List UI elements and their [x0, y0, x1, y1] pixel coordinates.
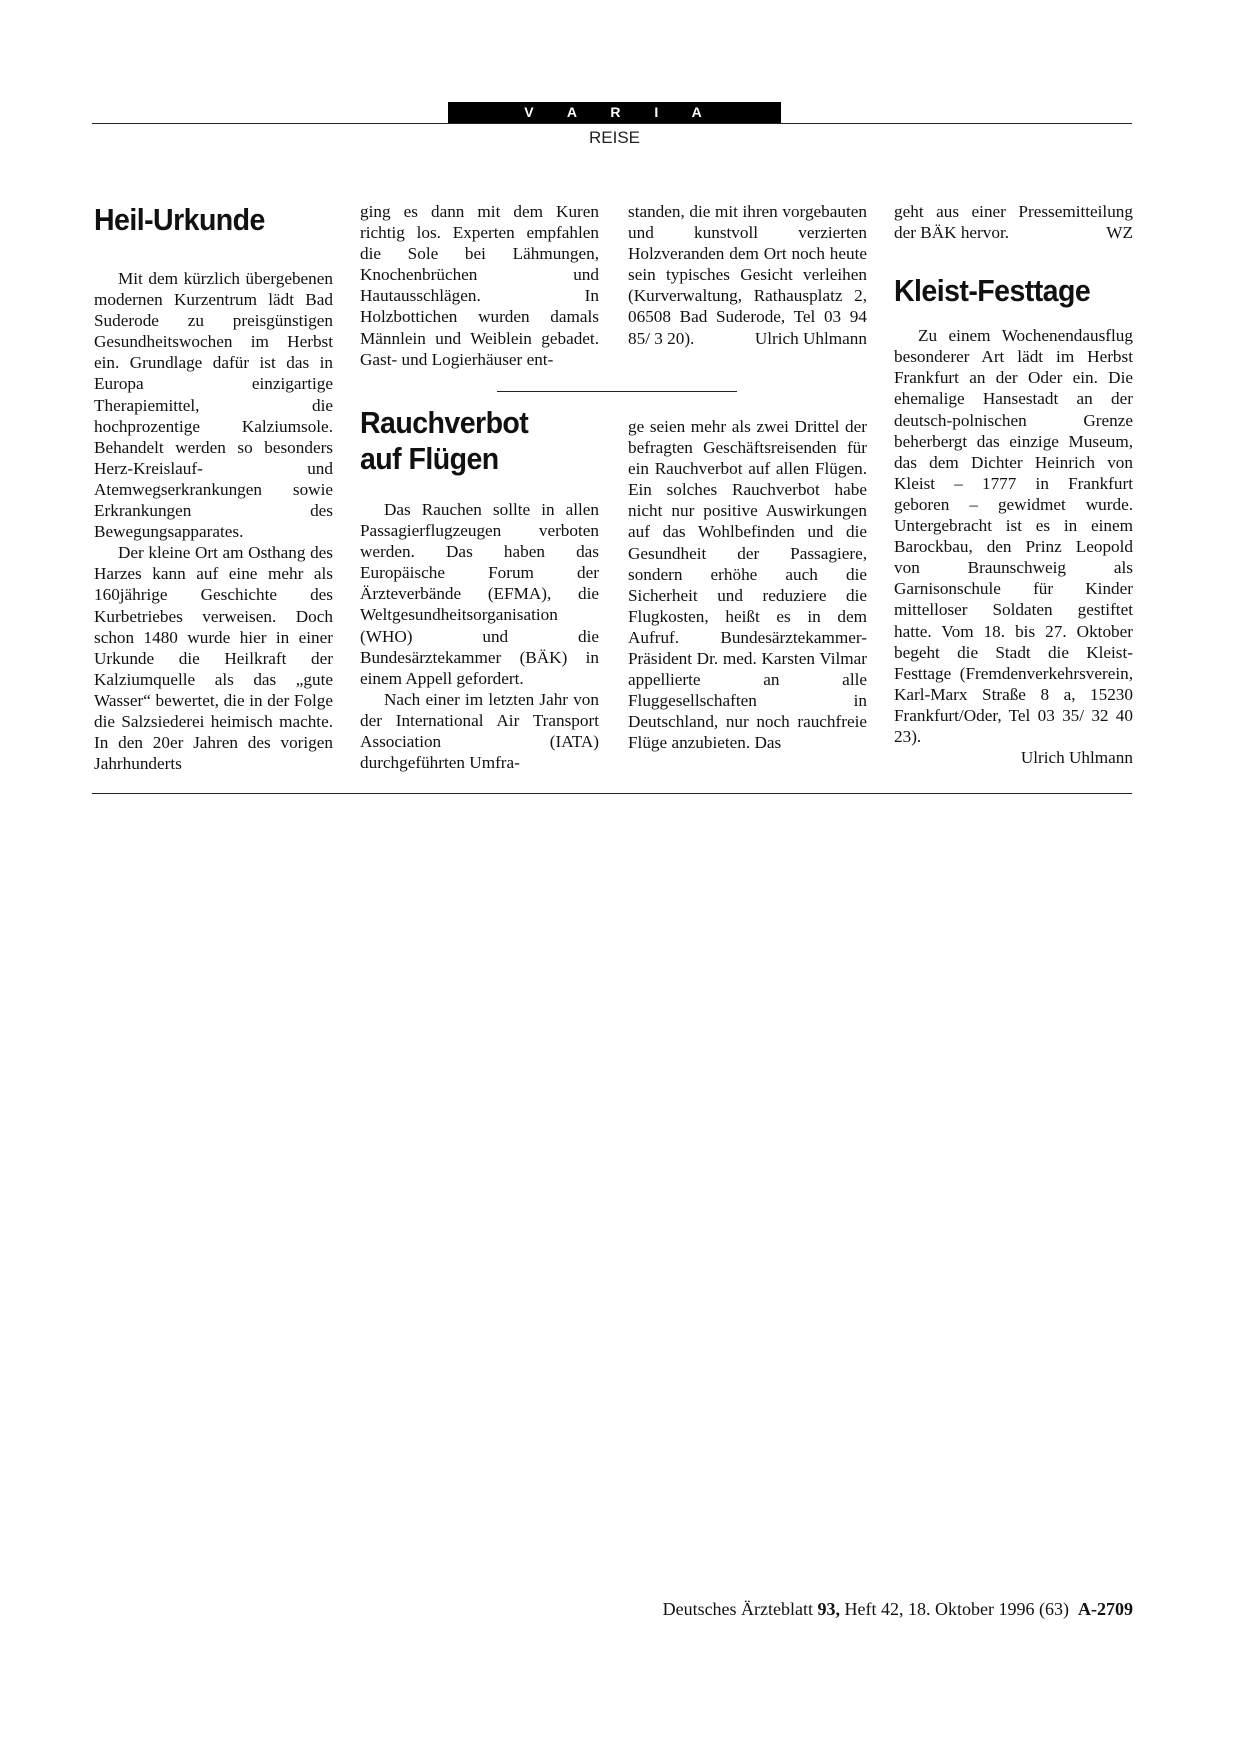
article-2-paragraph-2-end: geht aus einer Pressemitteilung der BÄK hervor. WZ: [894, 202, 1133, 243]
footer-issue: Heft 42, 18. Oktober 1996 (63): [844, 1599, 1069, 1619]
column-3-top: [628, 201, 867, 349]
column-4: [894, 201, 1133, 768]
article-3-paragraph-1: Zu einem Wochenendausflug besonderer Art lädt im Herbst Frankfurt an der Oder ein. Die ehemalige Hansestadt an der deutsch-polnischen Grenze beherbergt das einzige Museum, das dem Dichter Heinrich von Kleist – 1777 in Frankfurt geboren – gewidmet wurde. Untergebracht ist es in einem Barockbau, den Prinz Leopold von Braunschweig als Garnisonschule für Kinder mittelloser Soldaten gestiftet hatte. Vom 18. bis 27. Oktober begeht die Stadt die Kleist-Festtage (Fremdenverkehrsverein, Karl-Marx Straße 8 a, 15230 Frankfurt/Oder, Tel 03 35/ 32 40 23).: [894, 326, 1133, 746]
article-2-paragraph-1: Das Rauchen sollte in allen Passagierflugzeugen verboten werden. Das haben das Europäische Forum der Ärzteverbände (EFMA), die Weltgesundheitsorganisation (WHO) und die Bundesärztekammer (BÄK) in einem Appell gefordert.: [360, 500, 599, 688]
section-banner: V A R I A: [448, 102, 781, 123]
article-divider: [497, 391, 737, 392]
header-rule: [92, 123, 1132, 124]
column-2-top: [360, 201, 599, 370]
footer-page-number: A-2709: [1078, 1599, 1133, 1619]
article-3-author-line: [894, 747, 1133, 768]
column-3-bottom: [628, 416, 867, 754]
article-2-title-line-2: auf Flügen: [360, 441, 499, 476]
article-1-paragraph-3: ging es dann mit dem Kuren richtig los. Experten empfahlen die Sole bei Lähmungen, Knochenbrüchen und Hautausschlägen. In Holzbottichen wurden damals Männlein und Weiblein gebadet. Gast- und Logierhäuser ent-: [360, 202, 599, 369]
article-3-author: Ulrich Uhlmann: [1020, 748, 1133, 768]
column-2-bottom: [360, 405, 599, 773]
article-2-paragraph-2-continued: ge seien mehr als zwei Drittel der befragten Geschäftsreisenden für ein Rauchverbot auf allen Flügen. Ein solches Rauchverbot habe nicht nur positive Auswirkungen auf das Wohlbefinden und die Gesundheit der Passagiere, sondern erhöhe auch die Sicherheit und reduziere die Flugkosten, heißt es in dem Aufruf. Bundesärztekammer-Präsident Dr. med. Karsten Vilmar appellierte an alle Fluggesellschaften in Deutschland, nur noch rauchfreie Flüge anzubieten. Das: [628, 417, 867, 753]
article-2-title-line-1: Rauchverbot: [360, 405, 529, 440]
column-1: [94, 202, 333, 774]
article-1-paragraph-3-end: [628, 201, 867, 349]
article-1-paragraph-2: Der kleine Ort am Osthang des Harzes kann auf eine mehr als 160jährige Geschichte des Kurbetriebes verweisen. Doch schon 1480 wurde hier in einer Urkunde die Heilkraft der Kalziumquelle als das „gute Wasser“ bewertet, die in der Folge die Salzsiederei heimisch machte. In den 20er Jahren des vorigen Jahrhunderts: [94, 543, 333, 774]
subsection-label: REISE: [588, 128, 641, 147]
article-1-paragraph-1: Mit dem kürzlich übergebenen modernen Kurzentrum lädt Bad Suderode zu preisgünstigen Gesundheitswochen im Herbst ein. Grundlage dafür ist das in Europa einzigartige Therapiemittel, die hochprozentige Kalziumsole. Behandelt werden so besonders Herz-Kreislauf- und Atemwegserkrankungen sowie Erkrankungen des Bewegungsapparates.: [94, 269, 333, 542]
article-2-paragraph-2-start: Nach einer im letzten Jahr von der International Air Transport Association (IATA) durchgeführten Umfra-: [360, 689, 599, 773]
bottom-rule: [92, 793, 1132, 794]
article-title-kleist-festtage: Kleist-Festtage: [894, 273, 1091, 309]
article-1-paragraph-3-part: [360, 201, 599, 370]
footer-volume: 93,: [817, 1599, 841, 1619]
article-1-paragraph-3-tail: standen, die mit ihren vorgebauten und kunstvoll verzierten Holzveranden dem Ort noch heute sein typisches Gesicht verleihen (Kurverwaltung, Rathausplatz 2, 06508 Bad Suderode, Tel 03 94 85/ 3 20).: [628, 202, 867, 348]
page-footer: [663, 1599, 1133, 1620]
article-2-author: WZ: [1106, 223, 1133, 243]
article-title-heil-urkunde: Heil-Urkunde: [94, 202, 265, 237]
footer-journal: Deutsches Ärzteblatt: [662, 1599, 814, 1619]
article-title-rauchverbot: [360, 405, 580, 477]
article-1-author: Ulrich Uhlmann: [754, 328, 867, 348]
